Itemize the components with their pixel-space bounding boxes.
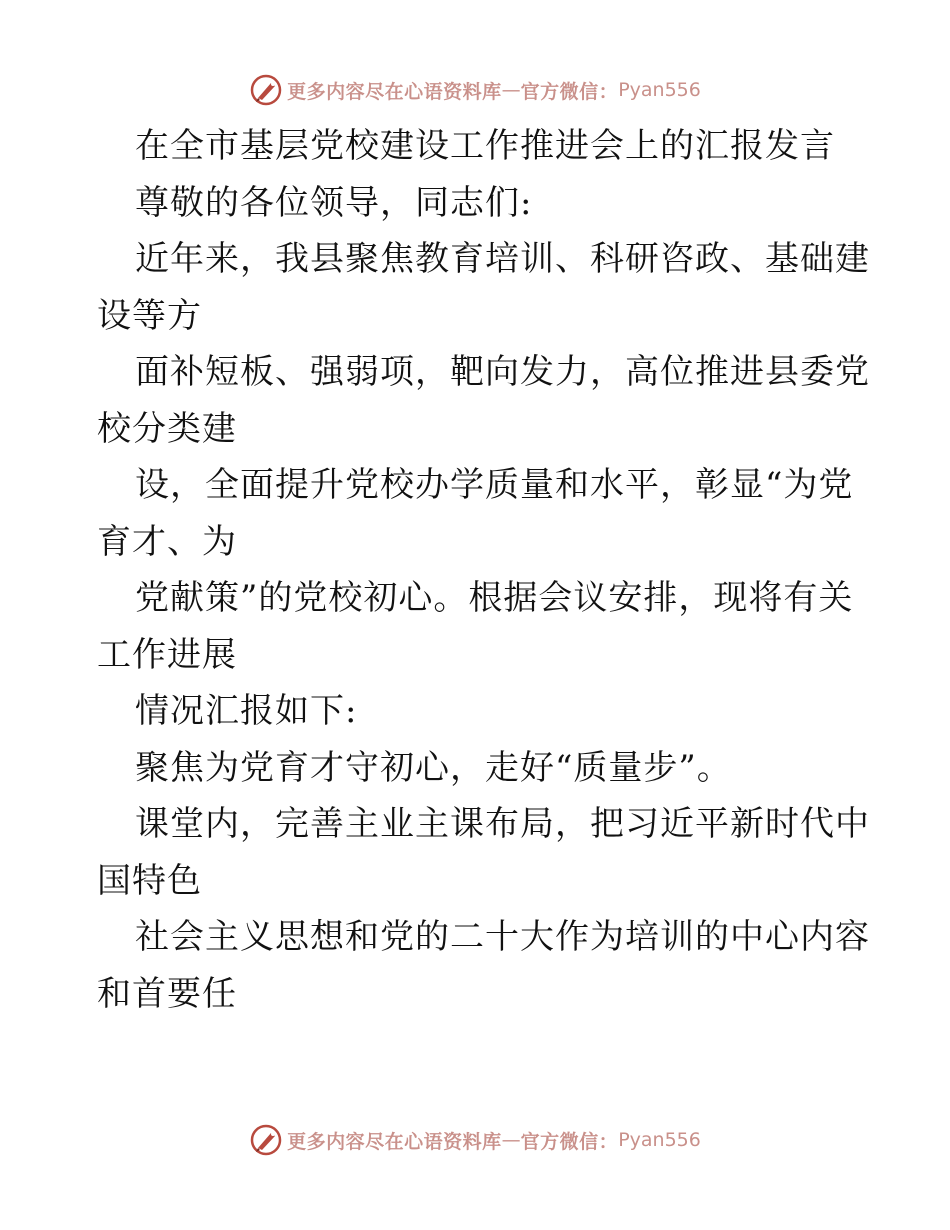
watermark-wechat-label: 官方微信：	[520, 80, 619, 103]
pen-logo-icon	[249, 73, 283, 107]
watermark-brand-text: 更多内容尽在心语资料库	[287, 80, 502, 103]
watermark-brand-text: 更多内容尽在心语资料库	[287, 1130, 502, 1153]
text-line: 校分类建	[97, 408, 237, 449]
watermark-dash: —	[501, 1129, 521, 1151]
text-line: 育才、为	[97, 521, 237, 562]
document-body	[97, 118, 870, 1022]
header-watermark	[0, 70, 950, 110]
text-line: 党献策”的党校初心。根据会议安排，现将有关	[135, 578, 854, 618]
watermark-wechat-label: 官方微信：	[520, 1130, 619, 1153]
text-line: 和首要任	[97, 973, 237, 1014]
text-line: 面补短板、强弱项，靶向发力，高位推进县委党	[135, 352, 870, 392]
text-line: 设，全面提升党校办学质量和水平，彰显“为党	[135, 465, 854, 505]
text-line: 工作进展	[97, 634, 237, 675]
text-line: 在全市基层党校建设工作推进会上的汇报发言	[135, 126, 835, 166]
watermark-wechat-id: Pyan556	[618, 1129, 701, 1151]
text-line: 社会主义思想和党的二十大作为培训的中心内容	[135, 917, 870, 957]
text-line: 设等方	[97, 295, 202, 336]
text-line: 国特色	[97, 860, 202, 901]
footer-watermark	[0, 1120, 950, 1160]
text-line: 尊敬的各位领导，同志们:	[135, 182, 533, 223]
text-line: 情况汇报如下:	[135, 691, 358, 731]
pen-logo-icon	[249, 1123, 283, 1157]
watermark-wechat-id: Pyan556	[618, 79, 701, 101]
watermark-dash: —	[501, 79, 521, 101]
text-line: 近年来，我县聚焦教育培训、科研咨政、基础建	[135, 239, 870, 279]
text-line: 聚焦为党育才守初心，走好“质量步”。	[135, 747, 732, 788]
text-line: 课堂内，完善主业主课布局，把习近平新时代中	[135, 804, 870, 844]
